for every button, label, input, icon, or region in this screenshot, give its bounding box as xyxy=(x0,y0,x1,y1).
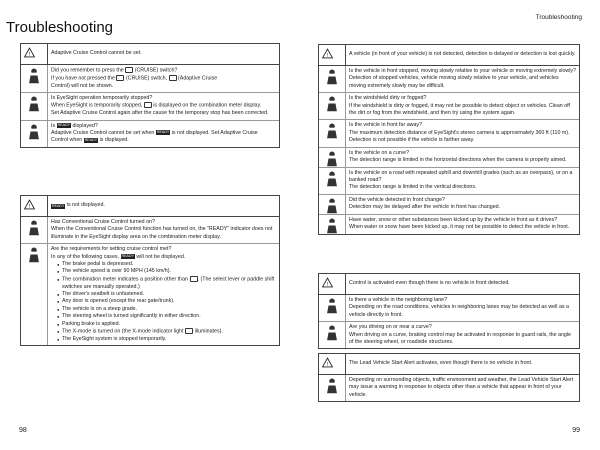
table-row: Did you remember to press the (CRUISE) switch? If you have not pressed the (CRUISE) switch, (Adaptive Cruise Control) will not be shown. xyxy=(21,65,279,93)
svg-text:!: ! xyxy=(28,51,31,58)
section-header: A vehicle (in front of your vehicle) is not detected, detection is delayed or detection is lost quickly. xyxy=(349,51,576,58)
table-row: Is the vehicle on a road with repeated uphill and downhill grades (such as an overpass), or on a banked road? The detection range is limited in the vertical directions. xyxy=(319,168,579,195)
inspector-figure-icon xyxy=(325,377,339,394)
table-row: Is the vehicle on a curve? The detection range is limited in the horizontal directions when the camera is properly aimed. xyxy=(319,148,579,168)
section-header: READY is not displayed. xyxy=(52,202,105,209)
inspector-figure-icon xyxy=(325,197,339,214)
inspector-figure-icon xyxy=(325,122,339,139)
list-item: ● Parking brake is applied. xyxy=(57,321,276,328)
table-row: Is the vehicle in front stopped, moving slowly relative to your vehicle or moving extremely slowly? Detection of stopped vehicles, vehicle moving slowly relative to your vehicle, and vehicles moving extremely slowly may be difficult. xyxy=(319,66,579,93)
ready-badge: READY xyxy=(84,137,98,142)
table-row: Have water, snow or other substances been kicked up by the vehicle in front as it drives? When water or snow have been kicked up, it may not be possible to detect the vehicle in front. xyxy=(319,215,579,234)
inspector-figure-icon xyxy=(325,68,339,85)
ready-badge: READY xyxy=(57,122,70,127)
right-section-not-detected xyxy=(318,44,580,235)
table-row: Is the windshield dirty or fogged? If the windshield is dirty or fogged, it may not be possible to detect object or vehicles. Clean off the dirt or fog from the windshield, and then try using the system again. xyxy=(319,93,579,120)
inspector-figure-icon xyxy=(27,219,41,236)
requirements-list xyxy=(51,261,276,343)
list-item: ● Any door is opened (except the rear gate/trunk). xyxy=(57,298,276,305)
svg-text:!: ! xyxy=(326,52,329,59)
cruise-switch-icon xyxy=(116,75,124,81)
cruise-switch-icon xyxy=(125,67,133,73)
warning-triangle-icon xyxy=(322,48,333,59)
svg-text:!: ! xyxy=(28,203,31,210)
page-number-left: 98 xyxy=(19,427,27,434)
x-mode-indicator-icon xyxy=(185,328,193,334)
svg-text:!: ! xyxy=(326,281,329,288)
table-row: Is READY displayed? Adaptive Cruise Control cannot be set when READY is not displayed. Set Adaptive Cruise Control when READY is displayed. xyxy=(21,121,279,147)
left-section-ready-not-displayed xyxy=(20,195,280,346)
inspector-figure-icon xyxy=(325,297,339,314)
table-row: Did the vehicle detected in front change? Detection may be delayed after the vehicle in front has changed. xyxy=(319,195,579,215)
inspector-figure-icon xyxy=(325,95,339,112)
warning-triangle-icon xyxy=(24,47,35,58)
inspector-figure-icon xyxy=(27,95,41,112)
adaptive-cruise-icon xyxy=(169,75,177,81)
table-row: Is the vehicle in front far away? The maximum detection distance of EyeSight's stereo camera is approximately 360 ft (110 m). Detection is not possible if the vehicle is farther away. xyxy=(319,120,579,147)
right-section-start-alert xyxy=(318,353,580,402)
svg-text:!: ! xyxy=(326,361,329,368)
right-section-false-activation xyxy=(318,273,580,349)
list-item: ● The combination meter indicates a position other than . (The select lever or paddle shift switches are manually operated.) xyxy=(57,276,276,291)
table-row: Are the requirements for setting cruise control met? In any of the following cases, READY will not be displayed. ● The brake pedal is depressed. ● The vehicle speed is over 90 MPH (145 km/h). ● The combination meter indicates a position other than . (The select lever or paddle shift switches are manually operated.) ● The driver's seatbelt is unfastened. ● Any door is opened (except the rear gate/trunk). ● The vehicle is on a steep grade. ● The steering wheel is turned significantly in either direction. ● Parking brake is applied. ● The X-mode is turned on (the X-mode indicator light illuminates). ● The EyeSight system is stopped temporarily. xyxy=(21,244,279,345)
ready-badge: READY xyxy=(156,130,170,135)
shift-position-icon xyxy=(190,276,198,282)
list-item: ● The brake pedal is depressed. xyxy=(57,261,276,268)
table-row: Is EyeSight operation temporarily stopped? When EyeSight is temporarily stopped, is displayed on the combination meter display. Set Adaptive Cruise Control again after the cause for the temporary stop has been corrected. xyxy=(21,93,279,121)
inspector-figure-icon xyxy=(27,123,41,140)
table-row: Are you driving on or near a curve? When driving on a curve, braking control may be activated in response to guard rails, the angle of the steering wheel, or roadside structures. xyxy=(319,322,579,348)
page-number-right: 99 xyxy=(572,427,580,434)
list-item: ● The vehicle is on a steep grade. xyxy=(57,306,276,313)
section-header: The Lead Vehicle Start Alert activates, even though there is no vehicle in front. xyxy=(349,360,533,367)
left-section-cruise-cannot-set xyxy=(20,43,280,148)
table-row: Depending on surrounding objects, traffic environment and weather, the Lead Vehicle Start Alert may issue a warning in response to objects other than a vehicle that appear in front of your vehicle. xyxy=(319,375,579,401)
warning-triangle-icon xyxy=(24,199,35,210)
inspector-figure-icon xyxy=(325,170,339,187)
eyesight-stop-icon xyxy=(144,102,152,108)
inspector-figure-icon xyxy=(325,217,339,234)
section-header: Control is activated even though there is no vehicle in front detected. xyxy=(349,280,510,287)
section-header: Adaptive Cruise Control cannot be set. xyxy=(51,50,142,57)
ready-badge: READY xyxy=(52,203,65,208)
inspector-figure-icon xyxy=(27,67,41,84)
ready-badge: READY xyxy=(121,253,134,258)
inspector-figure-icon xyxy=(325,324,339,341)
running-head: Troubleshooting xyxy=(535,14,582,21)
table-row: Is there a vehicle in the neighboring lane? Depending on the road conditions, vehicles in neighboring lanes may be detected as well as a vehicle directly in front. xyxy=(319,295,579,322)
page-title: Troubleshooting xyxy=(6,19,114,36)
warning-triangle-icon xyxy=(322,357,333,368)
list-item: ● The driver's seatbelt is unfastened. xyxy=(57,291,276,298)
list-item: ● The vehicle speed is over 90 MPH (145 km/h). xyxy=(57,268,276,275)
table-row: Has Conventional Cruise Control turned on? When the Conventional Cruise Control function has turned on, the "READY" indicator does not illuminate in the EyeSight display area on the combination meter display. xyxy=(21,217,279,244)
list-item: ● The EyeSight system is stopped temporarily. xyxy=(57,336,276,343)
list-item: ● The X-mode is turned on (the X-mode indicator light illuminates). xyxy=(57,328,276,336)
list-item: ● The steering wheel is turned significantly in either direction. xyxy=(57,313,276,320)
warning-triangle-icon xyxy=(322,277,333,288)
inspector-figure-icon xyxy=(27,246,41,263)
inspector-figure-icon xyxy=(325,150,339,167)
